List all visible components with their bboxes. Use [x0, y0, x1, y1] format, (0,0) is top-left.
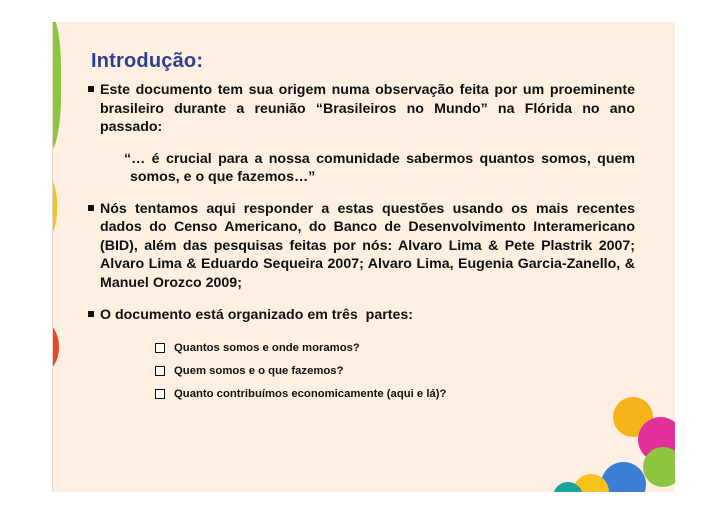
bullet-square-icon	[88, 205, 94, 211]
decor-yellow-blob	[52, 172, 57, 242]
decor-green-blob	[52, 22, 61, 152]
decor-green-blob-2	[643, 447, 675, 487]
quote-text: “… é crucial para a nossa comunidade sabermos quantos somos, quem somos, e o que fazemos…”	[124, 150, 635, 185]
part-text: Quanto contribuímos economicamente (aqui e lá)?	[174, 387, 447, 400]
bullet-square-icon	[88, 86, 94, 92]
bullet-text: O documento está organizado em três partes:	[100, 307, 413, 323]
bullet-item	[88, 200, 635, 293]
checkbox-square-icon	[155, 366, 165, 376]
slide-title: Introdução:	[91, 50, 204, 72]
bullet-text: Nós tentamos aqui responder a estas questões usando os mais recentes dados do Censo Americano, do Banco de Desenvolvimento Interamericano (BID), além das pesquisas feitas por nós: Alvaro Lima & Pete Plastrik 2007; Alvaro Lima & Eduardo Sequeira 2007; Alvaro Lima, Eugenia Garcia-Zanello, & Manuel Orozco 2009;	[100, 200, 635, 291]
decor-red-blob	[52, 322, 59, 372]
bullet-square-icon	[88, 311, 94, 317]
list-item	[155, 337, 635, 360]
part-text: Quantos somos e onde moramos?	[174, 341, 360, 354]
slide-content	[88, 50, 635, 406]
list-item	[155, 383, 635, 406]
checkbox-square-icon	[155, 343, 165, 353]
part-text: Quem somos e o que fazemos?	[174, 364, 344, 377]
slide	[52, 22, 675, 492]
parts-list	[155, 337, 635, 406]
checkbox-square-icon	[155, 389, 165, 399]
bullet-item	[88, 306, 635, 325]
bullet-item	[88, 81, 635, 137]
list-item	[155, 360, 635, 383]
bullet-text: Este documento tem sua origem numa observação feita por um proeminente brasileiro durante a reunião “Brasileiros no Mundo” na Flórida no ano passado:	[100, 82, 635, 135]
